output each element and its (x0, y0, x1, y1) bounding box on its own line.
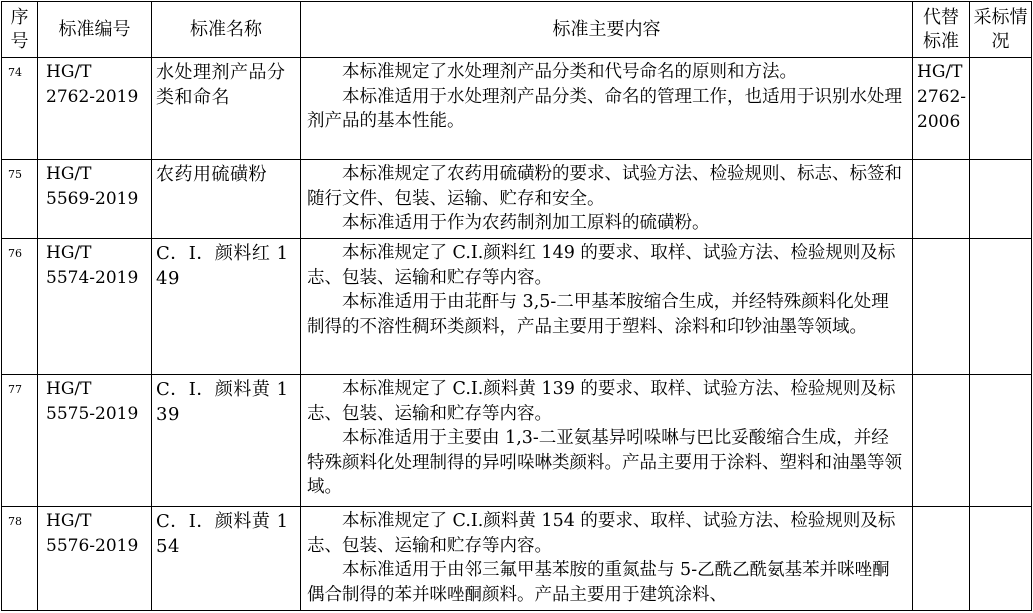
replaced-standard (913, 507, 970, 611)
standards-table (1, 1, 1032, 611)
row-number: 74 (2, 58, 38, 160)
replaced-standard (913, 239, 970, 375)
content-paragraph: 本标准适用于由邻三氟甲基苯胺的重氮盐与 5-乙酰乙酰氨基苯并咪唑酮偶合制得的苯并咪唑酮颜料。产品主要用于建筑涂料、 (307, 560, 890, 605)
standard-name: C．I．颜料黄 139 (152, 375, 301, 507)
standard-code-line2: 5569-2019 (46, 189, 139, 209)
row-number: 78 (2, 507, 38, 611)
standard-content (301, 58, 913, 160)
content-paragraph: 本标准适用于水处理剂产品分类、命名的管理工作，也适用于识别水处理剂产品的基本性能。 (307, 86, 902, 131)
table-header-row (2, 2, 1032, 58)
standard-code-line1: HG/T (46, 164, 92, 184)
standard-code-line2: 2762-2019 (46, 87, 139, 107)
replaced-standard (913, 375, 970, 507)
header-content: 标准主要内容 (301, 2, 913, 58)
standard-name: C．I．颜料红 149 (152, 239, 301, 375)
header-seq: 序号 (2, 2, 38, 58)
standard-code-line1: HG/T (46, 243, 92, 263)
content-paragraph: 本标准规定了 C.I.颜料黄 139 的要求、取样、试验方法、检验规则及标志、包装、运输和贮存等内容。 (307, 379, 896, 424)
header-replaced: 代替标准 (913, 2, 970, 58)
replaced-standard (913, 160, 970, 239)
standard-code (38, 375, 152, 507)
standard-code-line2: 5574-2019 (46, 268, 139, 288)
standard-name: 水处理剂产品分类和命名 (152, 58, 301, 160)
standard-content (301, 239, 913, 375)
header-adoption: 采标情况 (970, 2, 1032, 58)
standard-content (301, 160, 913, 239)
standard-content (301, 507, 913, 611)
content-paragraph: 本标准规定了 C.I.颜料红 149 的要求、取样、试验方法、检验规则及标志、包装、运输和贮存等内容。 (307, 243, 896, 288)
content-paragraph: 本标准适用于作为农药制剂加工原料的硫磺粉。 (342, 213, 710, 233)
standard-code-line1: HG/T (46, 511, 92, 531)
standard-name: 农药用硫磺粉 (152, 160, 301, 239)
content-paragraph: 本标准规定了农药用硫磺粉的要求、试验方法、检验规则、标志、标签和随行文件、包装、运输、贮存和安全。 (307, 164, 902, 209)
content-paragraph: 本标准规定了水处理剂产品分类和代号命名的原则和方法。 (342, 62, 797, 82)
row-number: 77 (2, 375, 38, 507)
standard-content (301, 375, 913, 507)
adoption-status (970, 58, 1032, 160)
content-paragraph: 本标准适用于由苝酐与 3,5-二甲基苯胺缩合生成，并经特殊颜料化处理制得的不溶性稠环类颜料，产品主要用于塑料、涂料和印钞油墨等领域。 (307, 292, 889, 337)
table-row (2, 507, 1032, 611)
standard-code (38, 58, 152, 160)
standard-code (38, 160, 152, 239)
standard-code-line2: 5576-2019 (46, 536, 139, 556)
replaced-standard: HG/T 2762-2006 (913, 58, 970, 160)
table-row (2, 239, 1032, 375)
table-row (2, 375, 1032, 507)
header-code: 标准编号 (38, 2, 152, 58)
adoption-status (970, 160, 1032, 239)
row-number: 76 (2, 239, 38, 375)
content-paragraph: 本标准适用于主要由 1,3-二亚氨基异吲哚啉与巴比妥酸缩合生成，并经特殊颜料化处理制得的异吲哚啉类颜料。产品主要用于涂料、塑料和油墨等领域。 (307, 428, 902, 497)
table-row (2, 58, 1032, 160)
standard-code-line2: 5575-2019 (46, 404, 139, 424)
standard-code-line1: HG/T (46, 379, 92, 399)
standard-code (38, 239, 152, 375)
table-row (2, 160, 1032, 239)
standard-code-line1: HG/T (46, 62, 92, 82)
adoption-status (970, 375, 1032, 507)
adoption-status (970, 507, 1032, 611)
standard-code (38, 507, 152, 611)
row-number: 75 (2, 160, 38, 239)
standard-name: C．I．颜料黄 154 (152, 507, 301, 611)
content-paragraph: 本标准规定了 C.I.颜料黄 154 的要求、取样、试验方法、检验规则及标志、包装、运输和贮存等内容。 (307, 511, 896, 556)
adoption-status (970, 239, 1032, 375)
header-name: 标准名称 (152, 2, 301, 58)
